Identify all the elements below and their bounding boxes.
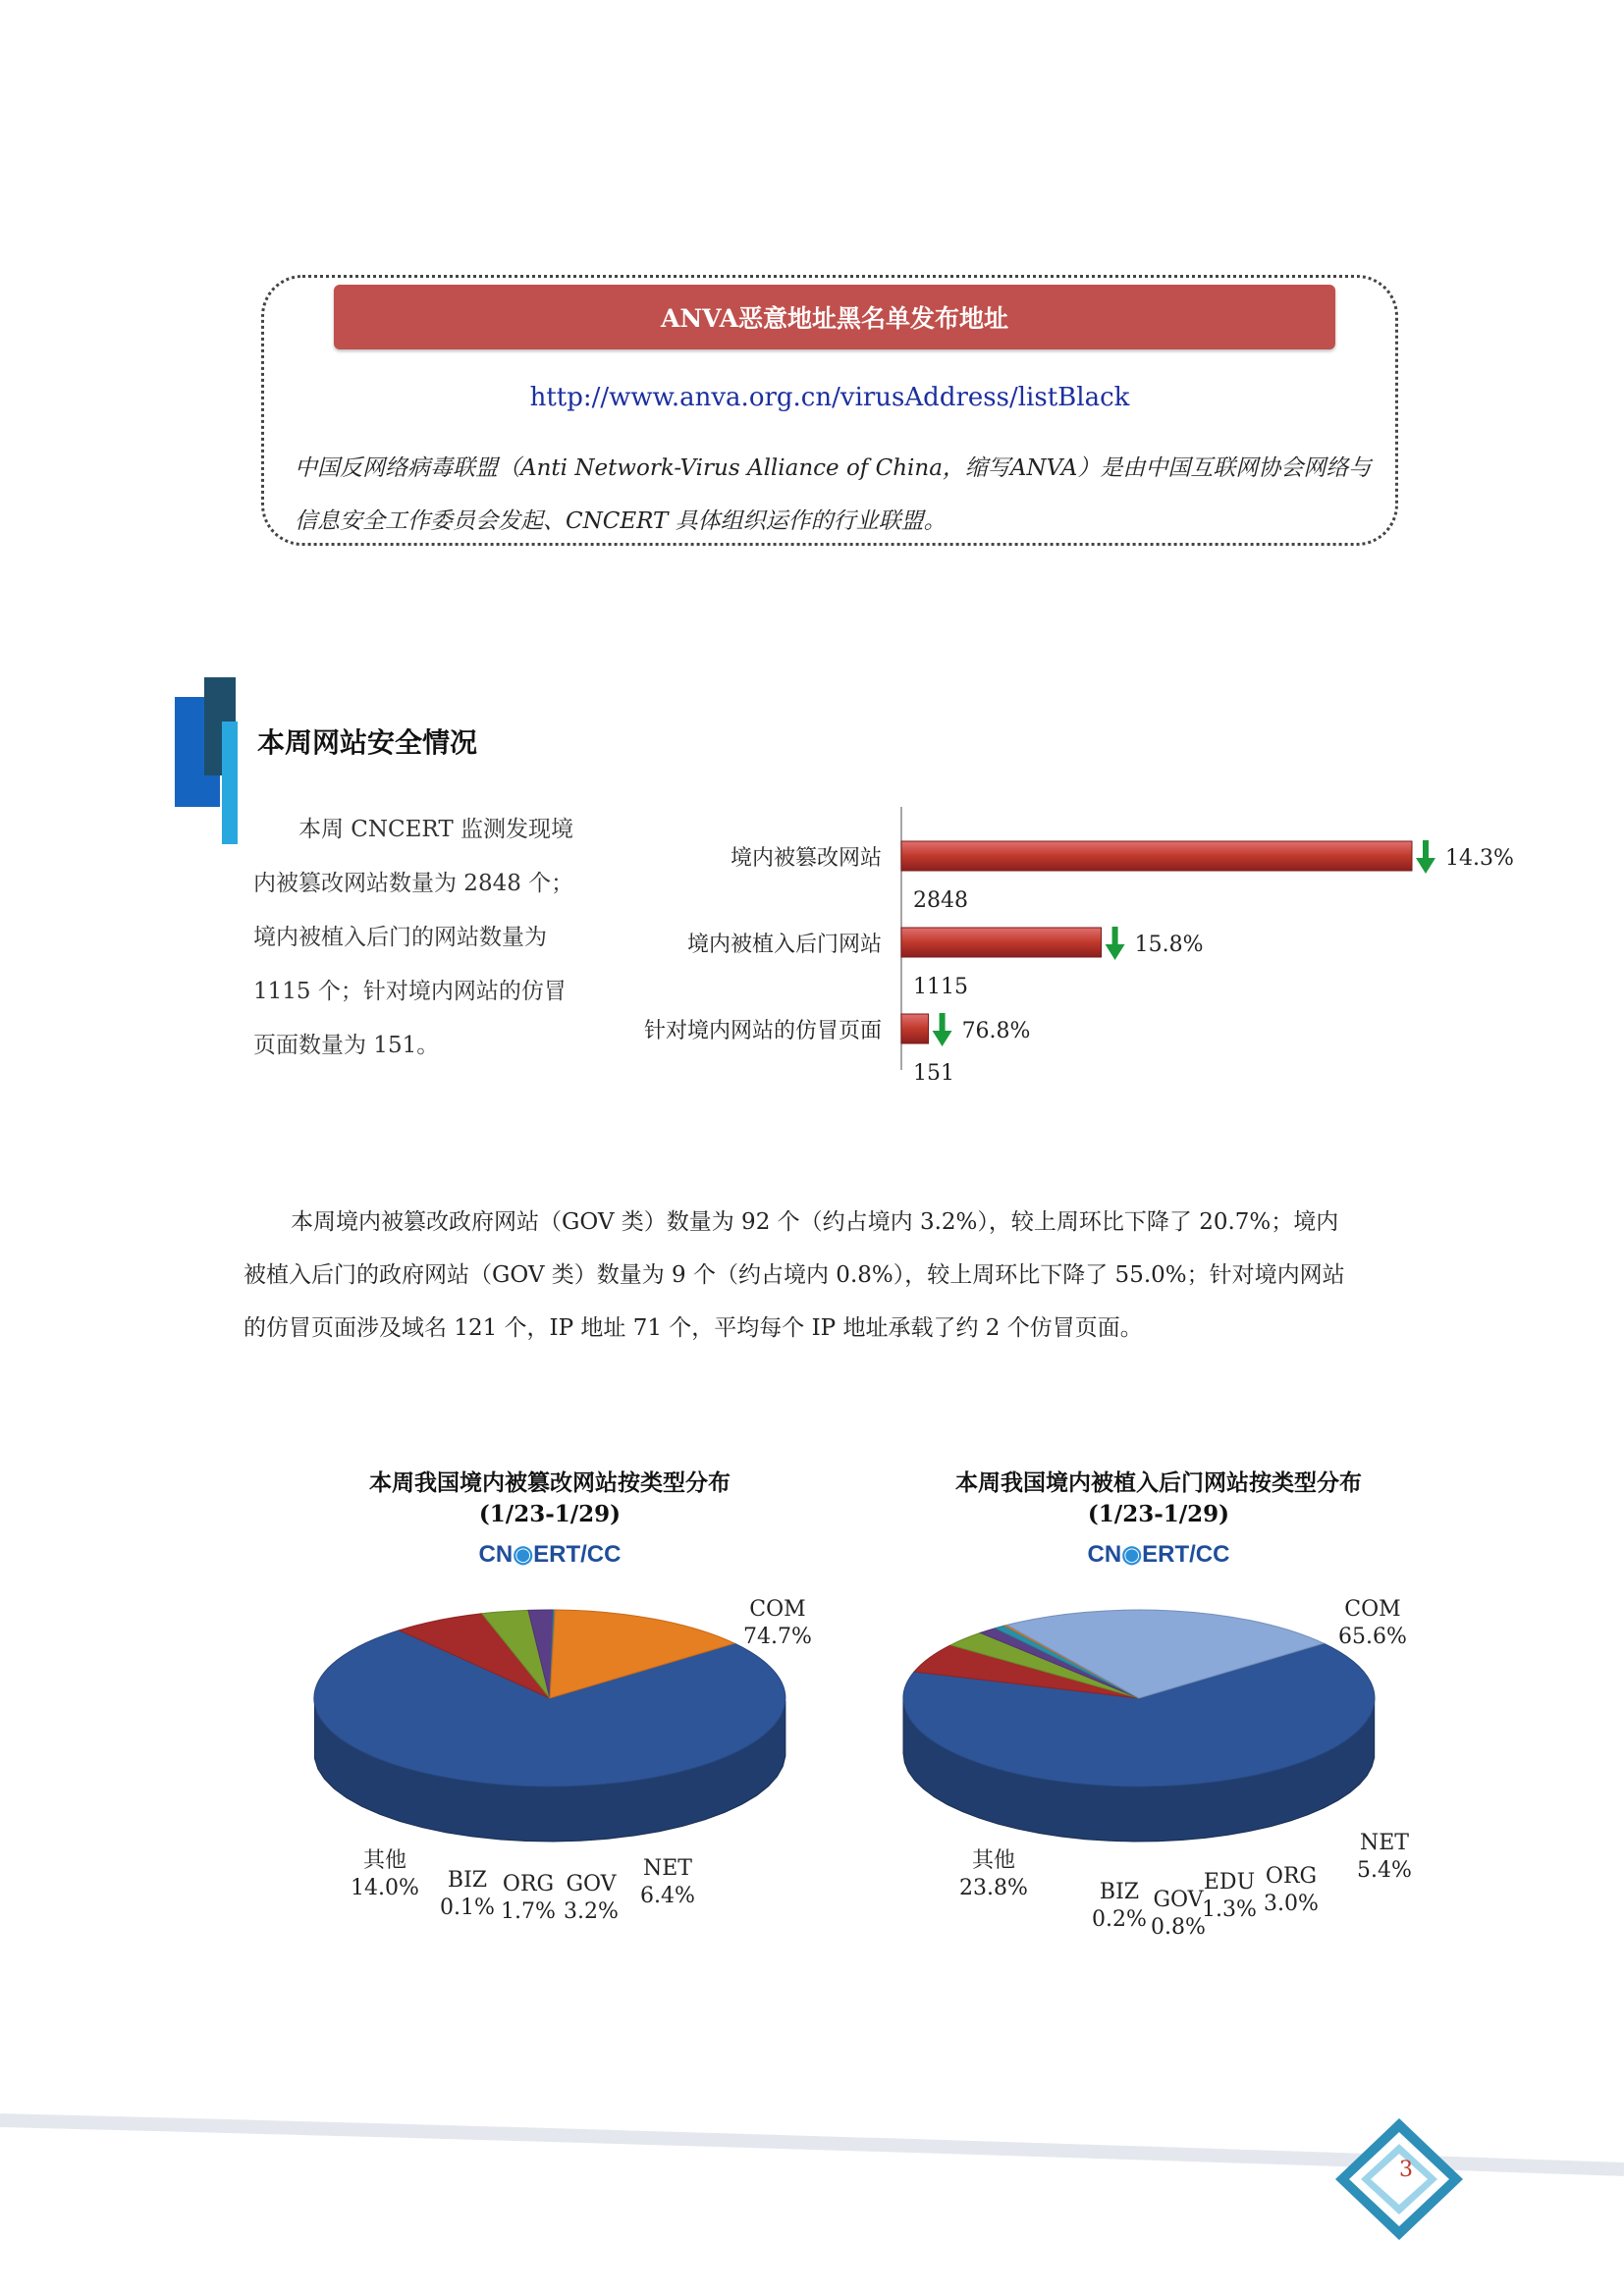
pie-slice-label: NET: [1360, 1831, 1409, 1855]
anva-description: [295, 442, 1375, 548]
pie-chart-backdoor: [884, 1468, 1434, 1569]
pie-slice-pct: 74.7%: [743, 1625, 812, 1649]
page-number: 3: [1399, 2158, 1413, 2182]
pie-chart-backdoor-graphic: [884, 1590, 1434, 1944]
pie-title: 本周我国境内被植入后门网站按类型分布: [955, 1469, 1362, 1496]
pie-chart-defaced-graphic: [295, 1590, 844, 1944]
page-number-badge-icon: [1316, 2110, 1483, 2258]
pie-slice-label: ORG: [502, 1872, 555, 1896]
down-arrow-icon: [933, 1013, 952, 1046]
section-title: 本周网站安全情况: [257, 726, 478, 759]
pie-slice-pct: 1.3%: [1202, 1897, 1257, 1922]
pie-slice-pct: 5.4%: [1357, 1858, 1412, 1883]
anva-desc-line2: 信息安全工作委员会发起、CNCERT 具体组织运作的行业联盟。: [295, 508, 947, 534]
gov-site-paragraph: [244, 1196, 1404, 1355]
pie-slice-pct: 0.2%: [1092, 1907, 1147, 1932]
pie-slice-pct: 3.2%: [564, 1899, 619, 1924]
pie-title: 本周我国境内被篡改网站按类型分布: [369, 1469, 731, 1496]
anva-desc-line1: 中国反网络病毒联盟（Anti Network-Virus Alliance of China，缩写ANVA）是由中国互联网协会网络与: [295, 455, 1372, 481]
anva-blacklist-link[interactable]: http://www.anva.org.cn/virusAddress/listBlack: [529, 383, 1130, 412]
website-security-bar-chart: [589, 805, 1532, 1080]
pie-slice-label: 其他: [971, 1848, 1016, 1873]
cncert-logo: CN◉ERT/CC: [478, 1541, 622, 1568]
cncert-logo: CN◉ERT/CC: [1087, 1541, 1230, 1568]
intro-line: 本周 CNCERT 监测发现境: [298, 817, 573, 842]
bar-category-label: 针对境内网站的仿冒页面: [643, 1019, 882, 1043]
paragraph-line: 的仿冒页面涉及域名 121 个，IP 地址 71 个，平均每个 IP 地址承载了约 2 个仿冒页面。: [244, 1315, 1143, 1341]
pie-slice-label: GOV: [566, 1872, 617, 1896]
pie-slice-label: EDU: [1203, 1870, 1256, 1895]
pie-chart-defaced: [295, 1468, 805, 1569]
pie-slice-label: COM: [1344, 1597, 1401, 1622]
down-arrow-icon: [1416, 840, 1435, 874]
pie-slice-pct: 0.8%: [1151, 1915, 1206, 1940]
pie-slice-label: BIZ: [447, 1868, 488, 1893]
pie-slice-pct: 0.1%: [440, 1896, 495, 1920]
intro-line: 1115 个；针对境内网站的仿冒: [253, 979, 567, 1004]
pie-subtitle: (1/23-1/29): [1087, 1501, 1230, 1527]
paragraph-line: 被植入后门的政府网站（GOV 类）数量为 9 个（约占境内 0.8%），较上周环比下降了 55.0%；针对境内网站: [244, 1262, 1345, 1288]
pie-slice-label: GOV: [1153, 1888, 1204, 1912]
pie-slice-pct: 1.7%: [501, 1899, 556, 1924]
bar-change-label: 14.3%: [1445, 846, 1514, 871]
bar-change-label: 15.8%: [1134, 933, 1204, 957]
bar-category-label: 境内被篡改网站: [730, 846, 882, 871]
bar-change-label: 76.8%: [961, 1019, 1031, 1043]
intro-line: 内被篡改网站数量为 2848 个；: [253, 871, 574, 896]
bar-category-label: 境内被植入后门网站: [686, 933, 882, 957]
bar-value-label: 1115: [913, 975, 968, 999]
pie-slice-pct: 6.4%: [640, 1884, 695, 1908]
pie-subtitle: (1/23-1/29): [478, 1501, 622, 1527]
bar: [901, 841, 1412, 871]
pie-slice-label: ORG: [1265, 1864, 1318, 1889]
pie-slice-pct: 3.0%: [1264, 1892, 1319, 1916]
bar: [901, 1014, 929, 1043]
pie-slice-pct: 65.6%: [1338, 1625, 1407, 1649]
pie-slice-label: 其他: [362, 1848, 407, 1873]
intro-text: [253, 803, 592, 1073]
pie-slice-label: NET: [643, 1856, 692, 1881]
intro-line: 境内被植入后门的网站数量为: [253, 925, 547, 950]
pie-slice-pct: 14.0%: [351, 1876, 419, 1900]
bar: [901, 928, 1102, 957]
pie-slice-label: BIZ: [1099, 1880, 1140, 1904]
bar-value-label: 2848: [913, 888, 968, 913]
bar-value-label: 151: [913, 1061, 954, 1080]
paragraph-line: 本周境内被篡改政府网站（GOV 类）数量为 92 个（约占境内 3.2%），较上周环比下降了 20.7%；境内: [291, 1209, 1339, 1235]
pie-slice-label: COM: [749, 1597, 806, 1622]
pie-slice-pct: 23.8%: [959, 1876, 1028, 1900]
intro-line: 页面数量为 151。: [253, 1033, 440, 1058]
anva-header: ANVA恶意地址黑名单发布地址: [334, 285, 1335, 349]
heading-decoration-bar: [222, 721, 238, 844]
down-arrow-icon: [1106, 927, 1125, 960]
